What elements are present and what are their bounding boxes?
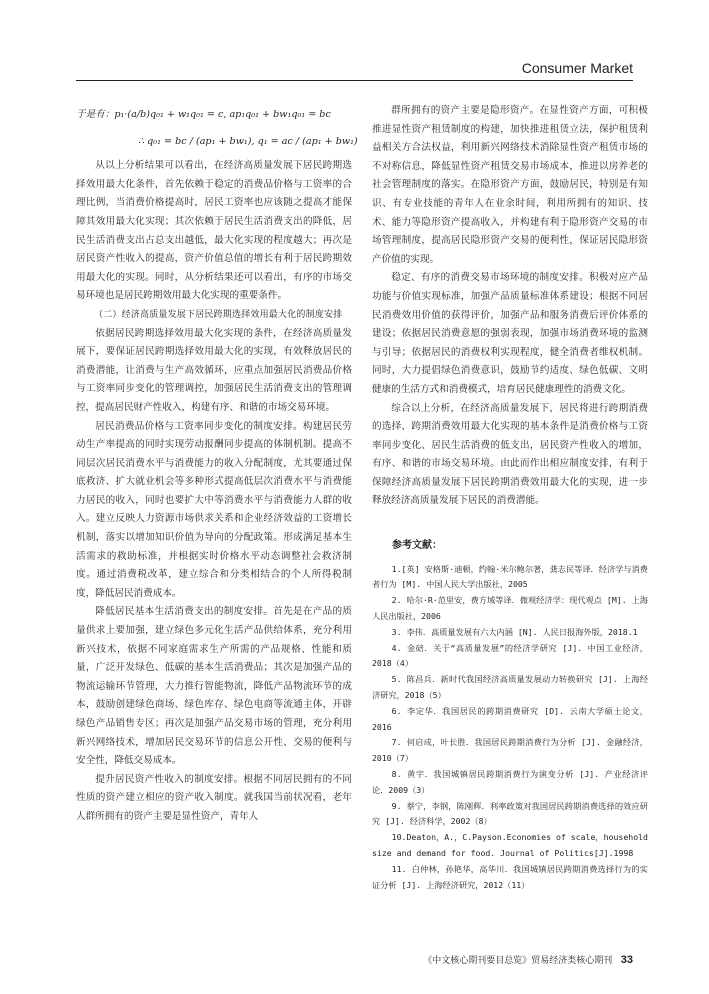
- header-title: Consumer Market: [521, 60, 633, 76]
- left-column: [76, 102, 358, 827]
- reference-item: 10.Deaton，A.，C.Payson.Economies of scale，household size and demand for food. Journal of Politics[J].1998: [372, 832, 648, 858]
- paragraph: 群所拥有的资产主要是隐形资产。在显性资产方面，可积极推进显性资产租赁制度的构建，加快推进租赁立法，保护租赁利益相关方合法权益，利用新兴网络技术消除显性资产租赁市场的不对称信息，降低显性资产租赁交易市场成本，推进以房养老的社会管理制度的落实。在隐形资产方面，鼓励居民，特别是有知识、有专业技能的青年人在业余时间，利用所拥有的知识、技术、能力等隐形资产提高收入，并构建有利于隐形资产交易的市场管理制度，提高居民隐形资产交易的便利性，保证居民隐形资产价值的实现。: [372, 105, 648, 265]
- paragraph: 依据居民跨期选择效用最大化实现的条件，在经济高质量发展下，要保证居民跨期选择效用最大化的实现，有效释放居民的消费潜能，让消费与生产高效循环，应重点加强居民消费品价格与工资率同步变化的管理调控，加强居民生活消费支出的管理调控，提高居民财产性收入，构建有序、和谐的市场交易环境。: [76, 327, 352, 413]
- reference-item: 7. 何启成，叶长胜．我国居民跨期消费行为分析 [J]. 金融经济，2010（7）: [372, 737, 648, 764]
- paragraph: 综合以上分析，在经济高质量发展下，居民将进行跨期消费的选择，跨期消费效用最大化实现的基本条件是消费价格与工资率同步变化、居民生活消费的低支出，居民资产性收入的增加，有序、和谐的市场交易环境。由此而作出相应制度安排，有利于保障经济高质量发展下居民跨期消费效用最大化的实现，进一步释放经济高质量发展下居民的消费潜能。: [372, 402, 648, 507]
- reference-item: 5. 陈昌兵．新时代我国经济高质量发展动力转换研究 [J]. 上海经济研究，2018（5）: [372, 674, 648, 701]
- paragraph: 降低居民基本生活消费支出的制度安排。首先是在产品的质量供求上要加强，建立绿色多元化生活产品供给体系，充分利用新兴技术，依据不同家庭需求生产所需的产品规格、性能和质量，广泛开发绿色、低碳的基本生活消费品；其次是加强产品的物流运输环节管理，大力推行智能物流，降低产品物流环节的成本，鼓励创建绿色商场、绿色库存、绿色电商等流通主体，开辟绿色产品销售专区；再次是加强产品交易市场的管理，充分利用新兴网络技术，增加居民交易环节的信息公开性、交易的便利与安全性，降低交易成本。: [76, 606, 352, 767]
- paragraph: 稳定、有序的消费交易市场环境的制度安排。积极对应产品功能与价值实现标准，加强产品质量标准体系建设；根据不同居民消费效用价值的获得评价，加强产品和服务消费后评价体系的建设；依据居民消费意愿的强弱表现，加强市场消费环境的监测与引导；依据居民的消费权利实现程度，健全消费者维权机制。同时，大力提倡绿色消费意识，鼓励节约适度、绿色低碳、文明健康的生活方式和消费模式，培育居民健康理性的消费文化。: [372, 272, 648, 395]
- reference-item: 6. 李定华．我国居民的跨期消费研究 [D]. 云南大学硕士论文，2016: [372, 705, 648, 732]
- reference-item: 3. 李伟．高质量发展有六大内涵 [N]. 人民日报海外版，2018.1: [391, 626, 638, 637]
- page-number: 33: [620, 954, 633, 966]
- equation-1: 于是有：p₁·(a/b)q₀₁ + w₁q₀₁ = c, ap₁q₀₁ + bw₁q₀₁ = bc: [76, 109, 331, 120]
- paragraph: 从以上分析结果可以看出，在经济高质量发展下居民跨期选择效用最大化条件，首先依赖于稳定的消费品价格与工资率的合理比例，当消费价格提高时，居民工资率也应该随之提高才能保障其效用最大化实现；其次依赖于居民生活消费支出的降低，居民生活消费支出占总支出越低，最大化实现的程度越大；再次是居民资产性收入的提高，资产价值总值的增长有利于居民跨期效用最大化的实现。同时，从分析结果还可以看出，有序的市场交易环境也是居民跨期效用最大化实现的重要条件。: [76, 160, 352, 302]
- paragraph: 居民消费品价格与工资率同步变化的制度安排。构建居民劳动生产率提高的同时实现劳动报酬同步提高的体制机制。提高不同层次居民消费水平与消费能力的收入分配制度，尤其要通过保底救济、扩大就业机会等多种形式提高低层次消费水平与消费能力居民的收入，同时也要扩大中等消费水平与消费能力人群的收入。建立反映人力资源市场供求关系和企业经济效益的工资增长机制，落实以增加知识价值为导向的分配政策。形成满足基本生活需求的救助标准，并根据实时价格水平动态调整社会救济制度。通过消费税改革，建立综合和分类相结合的个人所得税制度，降低居民消费成本。: [76, 420, 352, 599]
- reference-item: 9. 蔡宁，李钢，陈刚辉．利率政策对我国居民跨期消费选择的效应研究 [J]. 经济科学，2002（8）: [372, 800, 648, 827]
- equation-2: ∴ q₀₁ = bc / (ap₁ + bw₁), q₁ = ac / (ap₁ + bw₁): [138, 135, 358, 147]
- reference-item: 11. 白仲林，孙艳华，高华川．我国城镇居民跨期消费选择行为的实证分析 [J]. 上海经济研究，2012（11）: [372, 863, 648, 890]
- header-rule: [76, 80, 633, 81]
- right-column: [372, 102, 648, 893]
- reference-item: 1.[英] 安格斯·迪顿，约翰·米尔鲍尔著，龚志民等译．经济学与消费者行为 [M]. 中国人民大学出版社，2005: [372, 563, 648, 590]
- references-section: [372, 537, 648, 893]
- paragraph: 提升居民资产性收入的制度安排。根据不同居民拥有的不同性质的资产建立相应的资产收入制度。就我国当前状况看，老年人群所拥有的资产主要是显性资产，青年人: [76, 773, 352, 822]
- footer-journal-text: 《中文核心期刊要目总览》贸易经济类核心期刊: [423, 955, 613, 965]
- reference-item: 4. 金碚．关于“高质量发展”的经济学研究 [J]. 中国工业经济，2018（4）: [372, 642, 648, 669]
- page-footer: [423, 953, 633, 966]
- reference-item: 8. 黄宇．我国城镇居民跨期消费行为演变分析 [J]. 产业经济评论．2009（3）: [372, 769, 648, 795]
- references-title: 参考文献：: [392, 540, 442, 552]
- reference-item: 2. 哈尔·R·范里安，费方域等译．微观经济学：现代观点 [M]. 上海人民出版社，2006: [372, 595, 648, 622]
- section-subheading: （二）经济高质量发展下居民跨期选择效用最大化的制度安排: [94, 309, 343, 320]
